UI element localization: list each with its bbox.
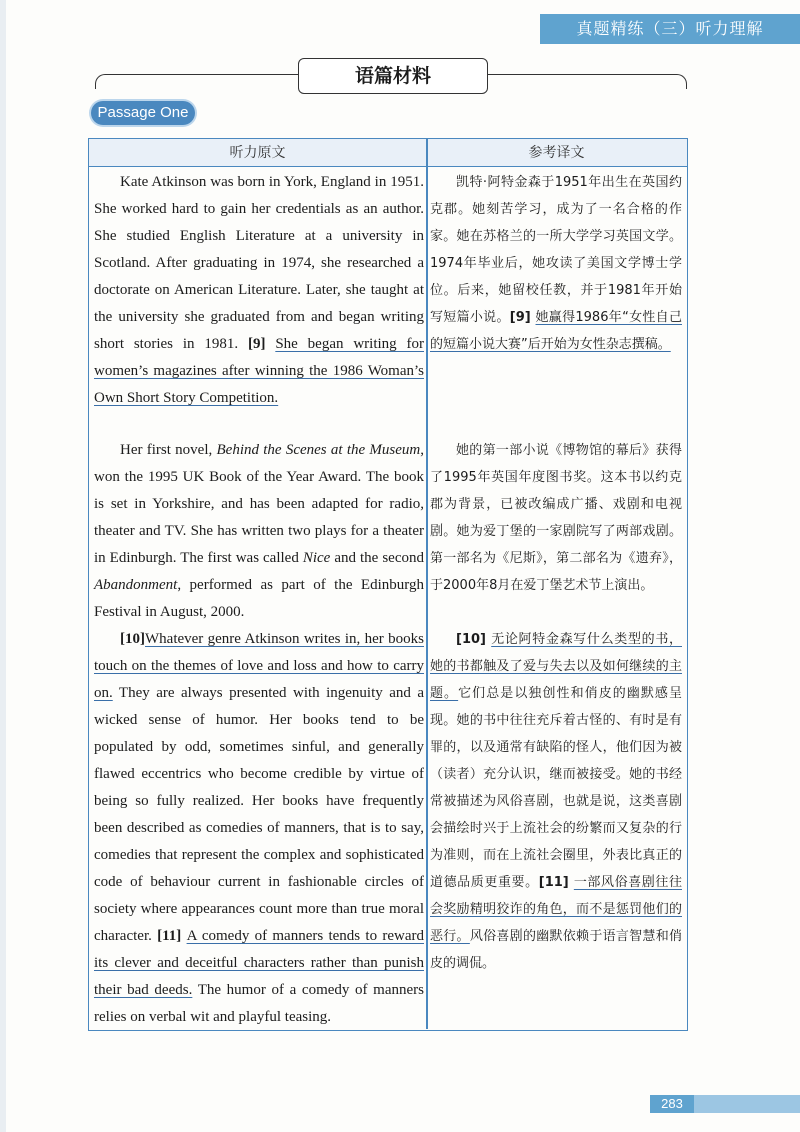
page-number-bar: [694, 1095, 800, 1113]
zh-answer-underline-9: 她赢得1986年“女性自己的短篇小说大赛”后开始为女性杂志撰稿。: [430, 310, 682, 352]
book-title-museum: Behind the Scenes at the Museum: [216, 442, 421, 458]
en-p2-text-b: , won the 1995 UK Book of the Year Award. The book is set in Yorkshire, and has been adapted for radio, theater and TV. She has written two plays for a theater in Edinburgh. The first was called: [94, 442, 424, 566]
section-header: 真题精练（三）听力理解: [540, 14, 800, 44]
en-paragraph-2: [94, 437, 424, 626]
en-paragraph-1: [94, 169, 424, 412]
question-tag-11: [11]: [157, 928, 187, 944]
play-title-abandonment: Abandonment: [94, 577, 178, 593]
zh-paragraph-2: 她的第一部小说《博物馆的幕后》获得了1995年英国年度图书奖。这本书以约克郡为背景，已被改编成广播、戏剧和电视剧。她为爱丁堡的一家剧院写了两部戏剧。第一部名为《尼斯》，第二部名为《遗弃》，于2000年8月在爱丁堡艺术节上演出。: [430, 443, 682, 593]
column-header-translation: 参考译文: [426, 139, 687, 167]
column-header-original: 听力原文: [89, 139, 426, 167]
play-title-nice: Nice: [302, 550, 331, 566]
zh-p3-text-b: 风俗喜剧的幽默依赖于语言智慧和俏皮的调侃。: [430, 929, 682, 971]
zh-paragraph-1: [430, 169, 682, 358]
en-p2-text-d: , performed as part of the Edinburgh Festival in August, 2000.: [94, 577, 424, 620]
en-p3-text-b: The humor of a comedy of manners relies on verbal wit and playful teasing.: [94, 982, 424, 1025]
zh-paragraph-3: [430, 626, 682, 977]
en-p3-text-a: They are always presented with ingenuity and a wicked sense of humor. Her books tend to be populated by odd, sometimes sinful, and generally flawed eccentrics who become credible by virtue of being so fully realized. Her books have frequently been described as comedies of manners, that is to say, comedies that represent the complex and sophisticated code of behaviour current in fashionable circles of society where appearances count more than true moral character.: [94, 685, 424, 944]
zh-answer-underline-11: 一部风俗喜剧往往会奖励精明狡诈的角色，而不是惩罚他们的恶行。: [430, 875, 682, 944]
zh-p1-text: 凯特·阿特金森于1951年出生在英国约克郡。她刻苦学习，成为了一名合格的作家。她在苏格兰的一所大学学习英国文学。1974年毕业后，她攻读了美国文学博士学位。后来，她留校任教，并于1981年开始写短篇小说。: [430, 175, 682, 325]
en-p1-text: Kate Atkinson was born in York, England in 1951. She worked hard to gain her credentials as an author. She studied English Literature at a university in Scotland. After graduating in 1974, she researched a doctorate on American Literature. Later, she taught at the university she graduated from and began writing short stories in 1981.: [94, 174, 424, 352]
en-p2-text-a: Her first novel,: [120, 442, 217, 458]
answer-underline-11: A comedy of manners tends to reward its clever and deceitful characters rather than punish their bad deeds.: [94, 928, 424, 998]
zh-question-tag-10: [10]: [456, 632, 492, 647]
passage-badge: Passage One: [91, 101, 195, 125]
answer-underline-10: Whatever genre Atkinson writes in, her books touch on the themes of love and loss and how to carry on.: [94, 631, 424, 701]
question-tag-9: [9]: [247, 336, 276, 352]
en-paragraph-3: [94, 626, 424, 1031]
zh-question-tag-11: [11]: [538, 875, 574, 890]
en-p2-text-c: and the second: [330, 550, 424, 566]
column-divider: [426, 139, 428, 1029]
page-number: 283: [650, 1095, 694, 1113]
page-edge: [0, 0, 6, 1132]
answer-underline-9: She began writing for women’s magazines after winning the 1986 Woman’s Own Short Story Competition.: [94, 336, 424, 406]
zh-question-tag-9: [9]: [509, 310, 536, 325]
zh-p3-text-a: 它们总是以独创性和俏皮的幽默感呈现。她的书中往往充斥着古怪的、有时是有罪的，以及通常有缺陷的怪人，他们因为被（读者）充分认识，继而被接受。她的书经常被描述为风俗喜剧，也就是说，这类喜剧会描绘时兴于上流社会的纷繁而又复杂的行为准则，而在上流社会圈里，外表比真正的道德品质更重要。: [430, 686, 682, 890]
zh-answer-underline-10: 无论阿特金森写什么类型的书，她的书都触及了爱与失去以及如何继续的主题。: [430, 632, 682, 701]
question-tag-10: [10]: [120, 631, 145, 647]
transcript-table: [88, 138, 688, 1031]
page-title: 语篇材料: [298, 58, 488, 94]
